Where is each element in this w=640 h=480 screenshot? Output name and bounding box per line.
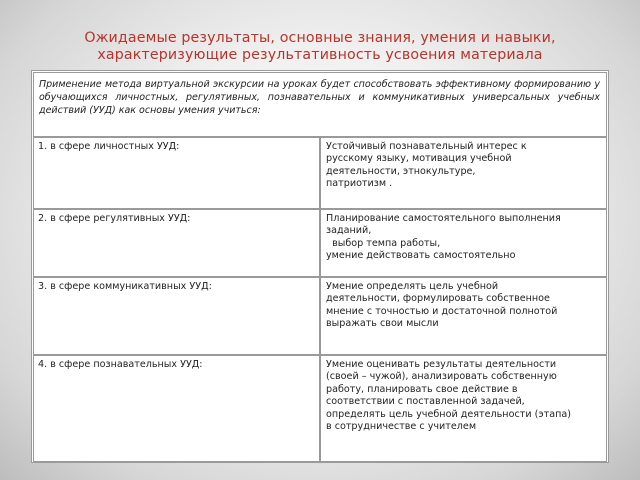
description-line: заданий, [326,225,372,237]
title-line-2: характеризующие результативность усвоения материала [97,47,543,63]
results-table [31,70,609,463]
description-line: патриотизм . [326,178,393,190]
row-label: 3. в сфере коммуникативных УУД: [33,277,320,355]
description-line: выбор темпа работы, [326,237,441,249]
title-line-1: Ожидаемые результаты, основные знания, умения и навыки, [84,30,556,46]
description-line: деятельности, формулировать собственное [326,293,550,305]
row-label: 4. в сфере познавательных УУД: [33,355,320,462]
description-line: (своей – чужой), анализировать собственную [326,371,557,383]
row-label: 2. в сфере регулятивных УУД: [33,209,320,277]
description-line: Умение оценивать результаты деятельности [326,359,557,370]
table-row-communicative [33,277,607,355]
slide-title [20,30,620,64]
description-line: определять цель учебной деятельности (этапа) [326,408,571,420]
table-row-regulatory [33,209,607,277]
description-line: Устойчивый познавательный интерес к [326,141,527,152]
description-line: Планирование самостоятельного выполнения [326,213,561,224]
description-line: в сотрудничестве с учителем [326,421,477,433]
table-row-personal [33,137,607,209]
description-line: русскому языку, мотивация учебной [326,153,512,165]
row-description [320,137,607,209]
description-line: выражать свои мысли [326,318,439,330]
intro-cell: Применение метода виртуальной экскурсии на уроках будет способствовать эффективному формированию у обучающихся личностных, регулятивных, познавательных и коммуникативных универсальных учебных действий (УУД) как основы умения учиться: [33,72,607,137]
description-line: работу, планировать свое действие в [326,383,518,395]
description-line: умение действовать самостоятельно [326,250,516,262]
description-line: мнение с точностью и достаточной полнотой [326,305,558,317]
row-description [320,209,607,277]
row-description [320,355,607,462]
row-label: 1. в сфере личностных УУД: [33,137,320,209]
table-row-cognitive [33,355,607,462]
row-description [320,277,607,355]
description-line: Умение определять цель учебной [326,281,499,292]
description-line: деятельности, этнокультуре, [326,165,476,177]
description-line: соответствии с поставленной задачей, [326,396,525,408]
